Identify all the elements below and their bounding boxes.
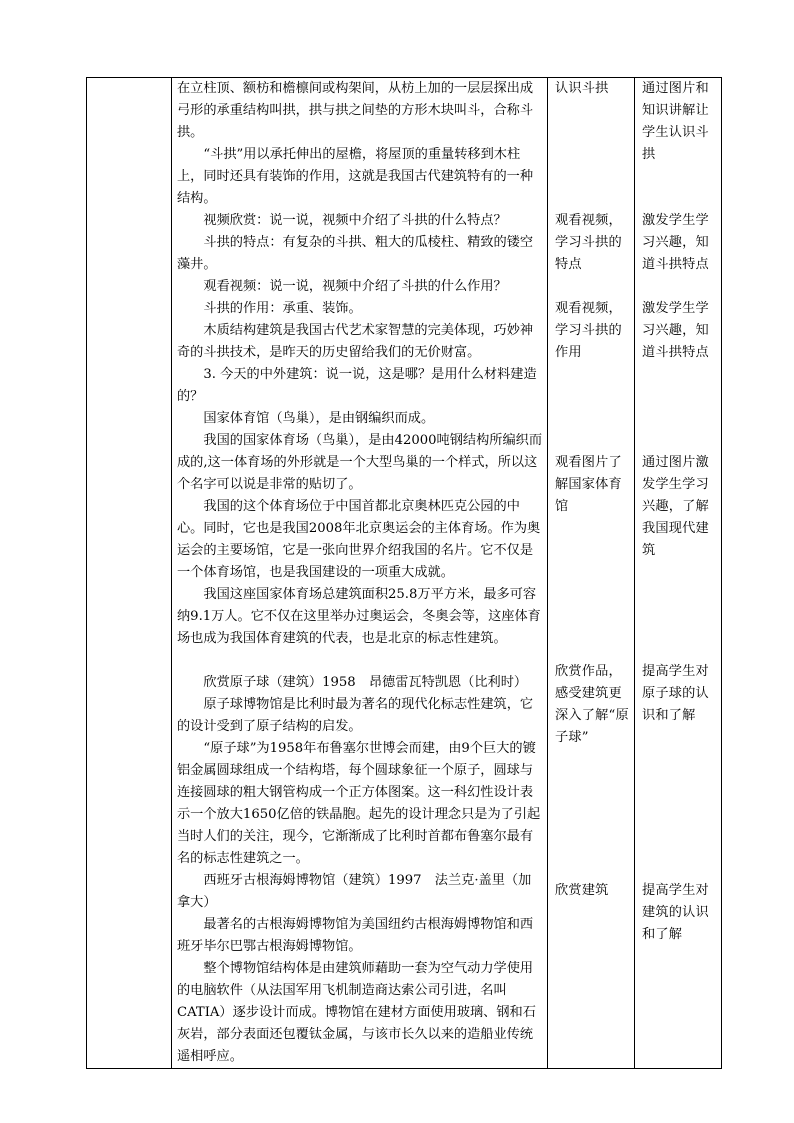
lesson-plan-table: [86, 77, 722, 1069]
intent-text: 通过图片和知识讲解让学生认识斗拱: [642, 81, 709, 162]
teaching-content-cell: [172, 78, 548, 1069]
content-paragraph: 斗拱的特点：有复杂的斗拱、粗大的瓜棱柱、精致的镂空藻井。: [177, 235, 534, 272]
content-paragraph: 观看视频：说一说，视频中介绍了斗拱的什么作用？: [203, 279, 507, 294]
design-intent-cell: [635, 78, 722, 1069]
activity-text: 观看视频，学习斗拱的特点: [555, 213, 622, 272]
content-paragraph: 西班牙古根海姆博物馆（建筑）1997 法兰克·盖里（加拿大）: [177, 873, 532, 910]
intent-text: 提高学生对建筑的认识和了解: [642, 883, 709, 942]
content-paragraph: 木质结构建筑是我国古代艺术家智慧的完美体现，巧妙神奇的斗拱技术，是昨天的历史留给我们的无价财富。: [177, 323, 534, 360]
content-paragraph: “斗拱”用以承托伸出的屋檐，将屋顶的重量转移到木柱上，同时还具有装饰的作用，这就是我国古代建筑特有的一种结构。: [177, 147, 534, 206]
content-paragraph: 斗拱的作用：承重、装饰。: [203, 301, 362, 316]
activity-text: 欣赏建筑: [555, 883, 609, 898]
intent-text: 提高学生对原子球的认识和了解: [642, 664, 709, 723]
content-paragraph: 我国的国家体育场（鸟巢），是由42000吨钢结构所编织而成的,这一体育场的外形就是一个大型鸟巢的一个样式，所以这个名字可以说是非常的贴切了。: [177, 433, 543, 492]
student-activity-cell: [548, 78, 635, 1069]
activity-text: 观看图片了解国家体育馆: [555, 455, 622, 514]
intent-text: 激发学生学习兴趣，知道斗拱特点: [642, 213, 709, 272]
activity-text: 认识斗拱: [555, 81, 609, 96]
activity-text: 观看视频，学习斗拱的作用: [555, 301, 622, 360]
content-paragraph: 视频欣赏：说一说，视频中介绍了斗拱的什么特点？: [203, 213, 507, 228]
intent-text: 通过图片激发学生学习兴趣，了解我国现代建筑: [642, 455, 709, 558]
content-paragraph: 在立柱顶、额枋和檐檩间或构架间，从枋上加的一层层探出成弓形的承重结构叫拱，拱与拱之间垫的方形木块叫斗，合称斗拱。: [177, 81, 534, 140]
content-paragraph: 3. 今天的中外建筑：说一说，这是哪？是用什么材料建造的？: [177, 367, 537, 404]
content-paragraph: 原子球博物馆是比利时最为著名的现代化标志性建筑，它的设计受到了原子结构的启发。: [177, 697, 534, 734]
blank-column-cell: [87, 78, 172, 1069]
content-paragraph: 欣赏原子球（建筑）1958 昂德雷瓦特凯恩（比利时）: [203, 675, 528, 690]
content-paragraph: 我国的这个体育场位于中国首都北京奥林匹克公园的中心。同时，它也是我国2008年北京奥运会的主体育场。作为奥运会的主要场馆，它是一张向世界介绍我国的名片。它不仅是一个体育场馆，也是我国建设的一项重大成就。: [177, 499, 541, 580]
content-paragraph: 国家体育馆（鸟巢），是由钢编织而成。: [203, 411, 435, 426]
activity-text: 欣赏作品，感受建筑更深入了解“原子球”: [555, 664, 629, 745]
content-paragraph: 我国这座国家体育场总建筑面积25.8万平方米，最多可容纳9.1万人。它不仅在这里举办过奥运会，冬奥会等，这座体育场也成为我国体育建筑的代表，也是北京的标志性建筑。: [177, 587, 541, 646]
content-paragraph: 最著名的古根海姆博物馆为美国纽约古根海姆博物馆和西班牙毕尔巴鄂古根海姆博物馆。: [177, 917, 534, 954]
content-paragraph: “原子球”为1958年布鲁塞尔世博会而建，由9个巨大的镀铝金属圆球组成一个结构塔，每个圆球象征一个原子，圆球与连接圆球的粗大钢管构成一个正方体图案。这一科幻性设计表示一个放大1650亿倍的铁晶胞。起先的设计理念只是为了引起当时人们的关注，现今，它渐渐成了比利时首都布鲁塞尔最有名的标志性建筑之一。: [177, 741, 541, 866]
content-paragraph: 整个博物馆结构体是由建筑师藉助一套为空气动力学使用的电脑软件（从法国军用飞机制造商达索公司引进，名叫CATIA）逐步设计而成。博物馆在建材方面使用玻璃、钢和石灰岩，部分表面还包覆钛金属，与该市长久以来的造船业传统遥相呼应。: [177, 961, 536, 1064]
intent-text: 激发学生学习兴趣，知道斗拱特点: [642, 301, 709, 360]
